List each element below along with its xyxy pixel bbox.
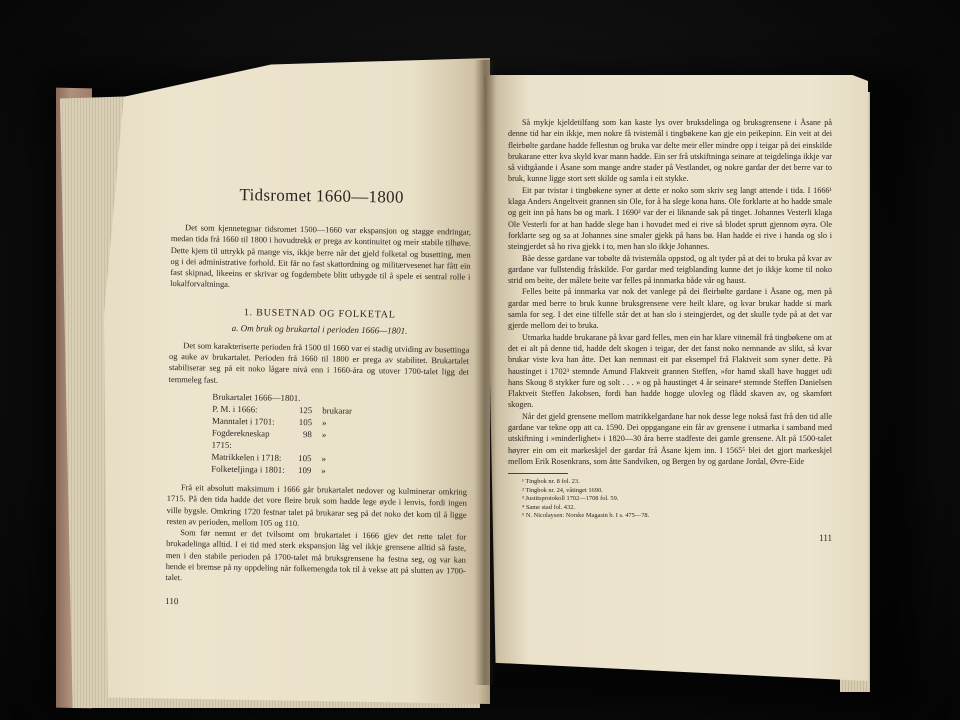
row-unit: brukarar [322,405,353,416]
row-value: 98 [302,429,312,440]
left-page-content [165,170,472,610]
row-unit: » [321,465,326,476]
chapter-title: Tidsromet 1660—1800 [239,185,404,207]
paragraph: Så mykje kjeldetilfang som kan kaste lys over bruksdelinga og bruksgrensene i Åsane på denne tid har ein ikkje, men nokre få tvistemål i tingbøkene kan gje ein peikepinn. Ein veit at dei fleirbølte gardane hadde fellestun og bruka var delte meir eller mindre opp i teigar på dei einskilde brukarane etter kva skyld kvar mann hadde. Ein ser frå utskiftninga seinare at teigdelinga ikkje var så vidtgåande i Åsane som mange andre stader på Vestlandet, og nokre gardar der det berre var to bruk, kunne ligge stort sett skilde og samla i eit stykke. [508,118,832,184]
footnote: ¹ Tingbok nr. 8 fol. 23. [522,478,580,486]
paragraph: Felles beite på innmarka var nok det vanlege på dei fleirbølte gardane i Åsane og, men på gardar med berre to bruk kunne bruksgrensene vere heilt klare, og kvar brukar hadde si mark samla for seg. I det eine tilfelle står det at han slo i steingjerdet, og det skulle tyde på at det var gjerde mellom dei to bruka. [508,287,832,331]
row-unit: » [321,453,326,464]
row-label: P. M. i 1666: [212,403,258,415]
right-page-content [508,117,832,543]
footnote-divider [508,473,568,474]
paragraph: Utmarka hadde brukarane på kvar gard felles, men ein har klare vitnemål frå tingbøkene om at det ei alt på denne tid, hadde delt skogen i teigar, der det fanst noko nemnande av slikt, så kvar brukar viste kva han åtte. Det kan nemnast eit par eksempel frå Flaktveit som syner dette. På haustinget i 1702³ stemnde Amund Flaktveit grannen Steffen, »for hamd skall have hugget udi hans Skoug 8 stykker fure og solt . . . » og på haustinget 4 år seinare⁴ stemnde Steffen Danielsen Flaktveit Steffen Jakobsen, fordi han hadde hogge ulovleg og flådd skaven av, og skamført skogen. [508,332,832,410]
row-label: Folketeljinga i 1801: [211,463,285,475]
row-value: 125 [298,404,313,416]
footnote: ² Tingbok nr. 24, våtinget 1690. [522,486,603,494]
row-unit: » [321,417,327,428]
row-label: Matrikkelen i 1718: [211,451,282,463]
row-unit: » [321,429,327,440]
book-gutter [474,60,496,685]
row-label: Fogderekneskap 1715: [211,427,270,450]
paragraph: Båe desse gardane var tobølte då tvistemåla oppstod, og alt tyder på at dei to bruka på kvar av gardane var fullstendig fråskilde. For gardar med teigblanding kunne det jo ikkje kome til noko strid om beite, der målete beite var felles på innmarka både vår og haust. [508,253,832,286]
row-label: Manntalet i 1701: [211,415,275,427]
page-number-right: 111 [819,532,832,543]
row-value: 105 [298,452,312,464]
footnote: ⁴ Same stad fol. 432. [522,503,575,511]
row-value: 105 [298,416,313,428]
paragraph: Det som karakteriserte perioden frå 1500 til 1660 var ei stadig utviding av busettinga og auke av brukartalet. Perioden frå 1660 til 1800 er prega av stabilitet. Brukartalet stabiliserar seg på eit noko lågare nivå enn i 1660-åra og utover 1700-talet ligg det temmeleg fast. [168,340,470,385]
footnote: ⁵ N. Nicolaysen: Norske Magasin b. I s. 475—78. [522,512,650,520]
subsection-title: a. Om bruk og brukartal i perioden 1666—1801. [231,322,408,336]
paragraph: Frå eit absolutt maksimum i 1666 går brukartalet nedover og kulminerar omkring 1715. På den tida hadde det vore fleire bruk som hadde lege øyde i lenvis, fordi ingen ville bygsle. Omkring 1720 festnar talet på brukarar seg på det noko det kom til å ligge resten av perioden, mellom 105 og 110. [166,483,468,528]
page-number-left: 110 [165,595,179,606]
section-title: 1. BUSETNAD OG FOLKETAL [243,306,396,321]
footnote: ³ Justitsprotokoll 1702—1708 fol. 59. [522,495,619,503]
paragraph: Når det gjeld grensene mellom matrikkelgardane har nok desse lege nokså fast frå den tid alle gardane var tekne opp att ca. 1590. Dei oppgangane ein får av grensene i utmarka i samband med utskiftning i »minderlighet» i 1820—30 åra berre stadfeste dei gamle grensene. Alt på 1500-talet høyrer ein om eit markeskjel der gardar frå Åsane kjem inn. I 1565⁵ blei det gjort markeskjel mellom Erik Rosenkrans, som åtte Sandviken, og Bergen by og gardane Jordal, Øvre-Eide [508,411,832,466]
paragraph: Eit par tvistar i tingbøkene syner at dette er noko som skriv seg langt attende i tida. I 1666¹ klaga Anders Angeltveit grannen sin Ole, for å ha slege kona hans. Ole forklarte at ho hadde smale og geit inn på hans bø og mark. I 1690² var der ei liknande sak på tinget. Johannes Vesterli klaga Ole Vesterli for at han hadde slege han i hovudet med ei rive så blodet sprutt gjennom øyra. Ole forklarte seg og sa at Johannes sine smaler gjekk på hans bø. Han hadde ei rive i handa og slo i steingjerdet så ho riva gjekk i to, men han slo ikkje Johannes. [508,185,832,252]
table-heading: Brukartalet 1666—1801. [212,391,301,404]
paragraph: Som før nemnt er det tvilsomt om brukartalet i 1666 gjev det rette talet for brukadelinga alltid. I ei tid med sterk ekspansjon låg vel ikkje grensene alltid så faste, men i den stabile perioden på 1700-talet må bruksgrensene ha festna seg, og var kan hende ei bremse på ny oppdeling når folkemengda tok til å vekse att på slutten av 1700-talet. [165,528,467,583]
chapter-intro: Det som kjennetegnar tidsromet 1500—1660 var ekspansjon og stagge endringar, medan tida frå 1660 til 1800 i hovudtrekk er prega av kontinuitet og meir stabile tilhøve. Dette kjem til uttrykk på mange vis, ikkje berre når det gjeld folketal og busetting, men og i dei administrative forhold. Eit får no fast skattordning og militærvesenet har fått ein fast skipnad, likeeins er skrivar og fogdembete blitt utbygde til å spele ei sentral rolle i lokalforvaltninga. [170,223,472,290]
brukartal-table [211,391,468,479]
row-value: 109 [298,464,312,476]
